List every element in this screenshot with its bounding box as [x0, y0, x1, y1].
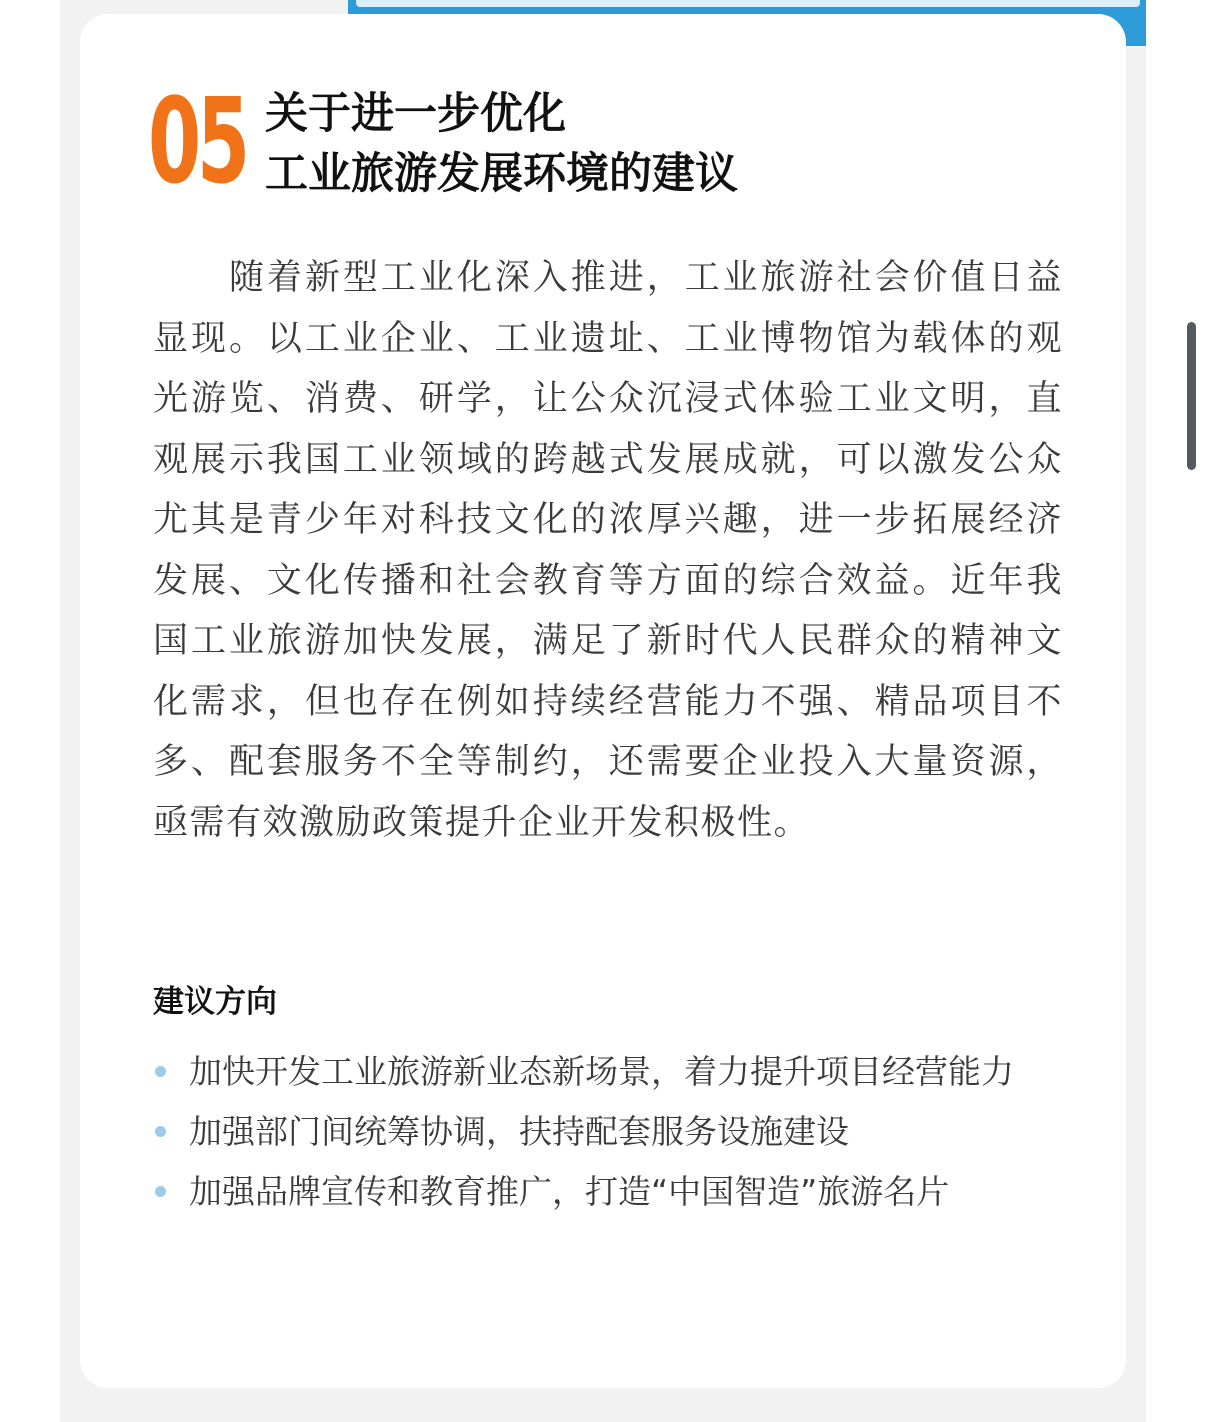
bullet-dot-icon — [155, 1186, 166, 1197]
list-item — [153, 1042, 1073, 1102]
bullet-dot-icon — [155, 1126, 166, 1137]
scrollbar-thumb[interactable] — [1187, 322, 1196, 470]
body-paragraph: 随着新型工业化深入推进，工业旅游社会价值日益显现。以工业企业、工业遗址、工业博物馆为载体的观光游览、消费、研学，让公众沉浸式体验工业文明，直观展示我国工业领域的跨越式发展成就，可以激发公众尤其是青少年对科技文化的浓厚兴趣，进一步拓展经济发展、文化传播和社会教育等方面的综合效益。近年我国工业旅游加快发展，满足了新时代人民群众的精神文化需求，但也存在例如持续经营能力不强、精品项目不多、配套服务不全等制约，还需要企业投入大量资源，亟需有效激励政策提升企业开发积极性。 — [153, 258, 1063, 843]
section-number: 05 — [148, 72, 246, 210]
list-item — [153, 1102, 1073, 1162]
suggestion-text: 加强品牌宣传和教育推广，打造“中国智造”旅游名片 — [189, 1172, 950, 1211]
list-item — [153, 1162, 1073, 1222]
previous-section-banner-edge — [356, 0, 1140, 7]
section-title-line2: 工业旅游发展环境的建议 — [265, 149, 738, 199]
section-title — [265, 84, 738, 204]
section-title-line1: 关于进一步优化 — [265, 89, 566, 139]
suggestions-heading: 建议方向 — [153, 984, 277, 1020]
bullet-dot-icon — [155, 1066, 166, 1077]
suggestion-text: 加强部门间统筹协调，扶持配套服务设施建设 — [189, 1112, 849, 1151]
suggestion-text: 加快开发工业旅游新业态新场景，着力提升项目经营能力 — [189, 1052, 1014, 1091]
suggestions-list — [153, 1042, 1073, 1222]
